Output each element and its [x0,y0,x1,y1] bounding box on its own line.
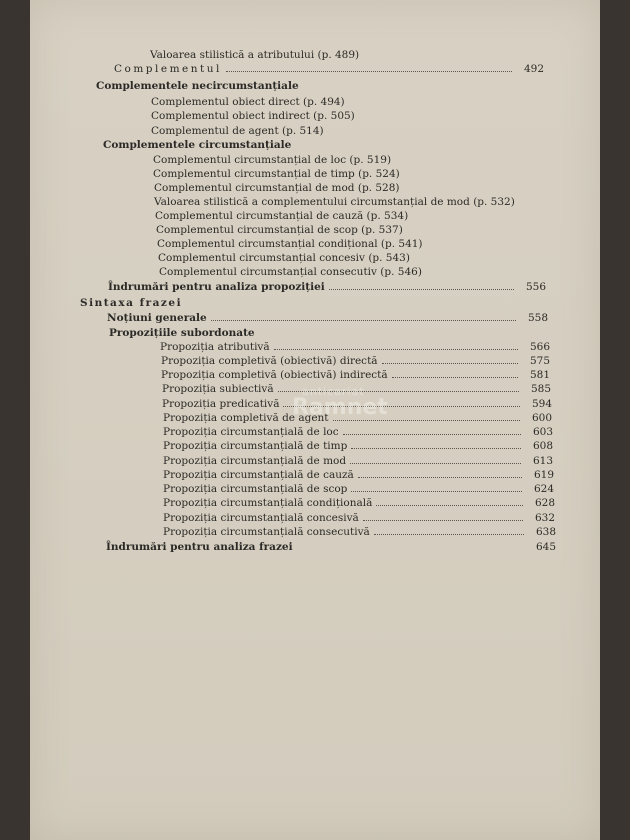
leader-dots [274,339,518,350]
toc-page-number: 603 [532,426,553,438]
toc-page-number: 566 [529,341,550,353]
toc-entry-text: Propoziția circumstanțială de timp [163,440,348,452]
toc-page-number: 492 [523,63,544,75]
leader-dots [211,310,516,321]
toc-entry-part [80,295,400,311]
toc-entry-text: Îndrumări pentru analiza frazei [106,541,293,553]
leader-dots [351,481,522,492]
toc-entry [163,524,556,540]
toc-page-number: 608 [532,440,553,452]
toc-entry-text: Propoziția circumstanțială concesivă [163,512,359,524]
leader-dots [376,495,523,506]
toc-page-number: 624 [533,483,554,495]
toc-entry-text: Sintaxa frazei [80,297,183,309]
leader-dots [392,367,518,378]
toc-entry-text: Complementul [114,63,222,75]
toc-entry-text: Valoarea stilistică a atributului (p. 489) [150,49,360,61]
toc-entry-text: Complementul circumstanțial de mod (p. 528) [154,182,400,194]
leader-dots [358,467,522,478]
toc-page-number: 632 [534,512,555,524]
toc-entry-text: Propoziția completivă (obiectivă) directă [161,355,378,367]
toc-entry-heading [106,539,556,555]
toc-entry-text: Complementul circumstanțial de scop (p. 537) [156,224,403,236]
toc-page-number: 575 [529,355,550,367]
leader-dots [343,424,521,435]
toc-entry [163,495,555,511]
toc-entry-heading [96,78,416,94]
toc-entry-text: Complementul circumstanțial consecutiv (p. 546) [159,266,422,278]
toc-entry-heading [107,310,548,326]
toc-entry-text: Propoziția circumstanțială de scop [163,483,348,495]
toc-entry [163,438,553,454]
toc-entry-text: Complementul obiect indirect (p. 505) [151,110,355,122]
toc-page-number: 645 [535,541,556,553]
toc-entry-text: Propoziția circumstanțială condițională [163,497,373,509]
toc-entry-text: Propoziția completivă de agent [163,412,329,424]
toc-entry-text: Propoziția circumstanțială consecutivă [163,526,370,538]
toc-page-number: 594 [531,398,552,410]
toc-entry-text: Complementul circumstanțial de loc (p. 519) [153,154,392,166]
toc-page-number: 619 [533,469,554,481]
toc-page-number: 558 [527,312,548,324]
toc-entry [159,264,479,280]
watermark-text-large: Ramnet [292,395,388,420]
toc-entry [162,381,551,397]
leader-dots [382,353,518,364]
toc-entry-text: Valoarea stilistică a complementului circumstanțial de mod (p. 532) [154,196,515,208]
toc-page-number: 628 [534,497,555,509]
toc-entry-text: Complementele necircumstanțiale [96,80,299,92]
toc-entry-text: Complementul de agent (p. 514) [151,125,324,137]
toc-entry [151,108,471,124]
watermark-text-small: anticariat [302,385,365,398]
toc-entry-heading [103,137,423,153]
toc-entry-text: Complementele circumstanțiale [103,139,292,151]
toc-entry-text: Îndrumări pentru analiza propoziției [108,281,325,293]
toc-entry-text: Complementul circumstanțial condițional (p. 541) [157,238,423,250]
toc-entry-text: Propoziția circumstanțială de cauză [163,469,354,481]
toc-entry-text: Propoziția atributivă [160,341,270,353]
leader-dots [333,410,520,421]
toc-page-number: 581 [529,369,550,381]
leader-space [297,539,524,550]
leader-dots [374,524,524,535]
toc-entry-text: Complementul circumstanțial de cauză (p. 534) [155,210,409,222]
toc-page-number: 600 [531,412,552,424]
toc-entry-text: Propoziția circumstanțială de loc [163,426,339,438]
toc-entry-text: Propoziția predicativă [162,398,280,410]
book-page [30,0,600,840]
toc-entry-text: Noțiuni generale [107,312,207,324]
table-of-contents [30,0,600,840]
toc-page-number: 556 [525,281,546,293]
leader-dots [283,396,520,407]
toc-entry-text: Complementul circumstanțial de timp (p. 524) [153,168,400,180]
toc-entry-text: Propoziția circumstanțială de mod [163,455,347,467]
toc-entry-section [114,61,544,77]
toc-entry-text: Propozițiile subordonate [109,327,255,339]
toc-page-number: 585 [530,383,551,395]
toc-entry-text: Propoziția subiectivă [162,383,274,395]
toc-page-number: 613 [532,455,553,467]
leader-dots [351,438,521,449]
leader-dots [350,453,521,464]
toc-entry-text: Propoziția completivă (obiectivă) indirectă [161,369,388,381]
toc-page-number: 638 [535,526,556,538]
leader-dots [226,61,512,72]
leader-dots [329,279,514,290]
toc-entry-text: Complementul obiect direct (p. 494) [151,96,345,108]
toc-entry-text: Complementul circumstanțial concesiv (p. 543) [158,252,410,264]
leader-dots [278,381,519,392]
leader-dots [363,510,523,521]
toc-entry-heading [108,279,546,295]
